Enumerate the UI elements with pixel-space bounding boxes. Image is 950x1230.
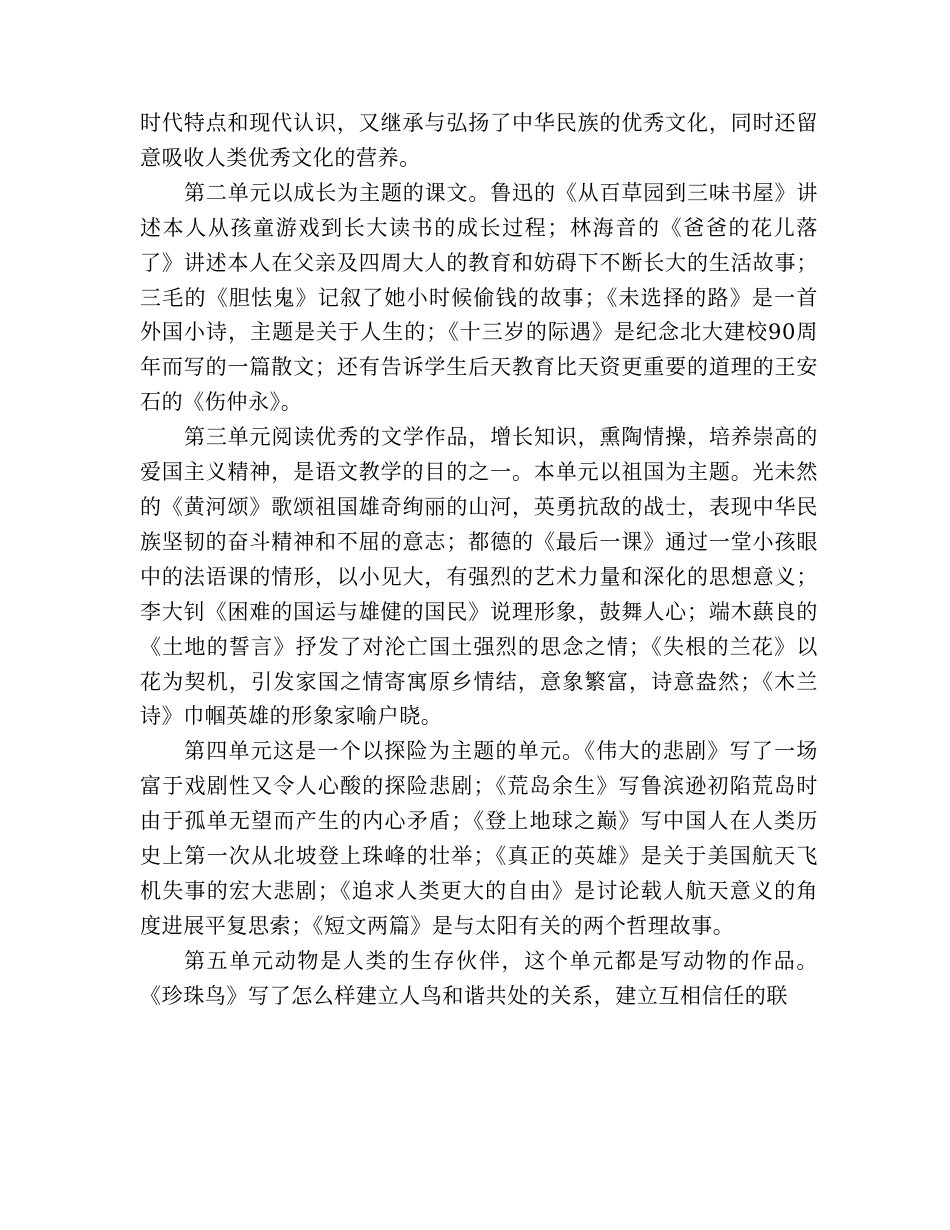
paragraph-intro-continuation: 时代特点和现代认识，又继承与弘扬了中华民族的优秀文化，同时还留意吸收人类优秀文化的营养。: [140, 111, 818, 170]
paragraph-unit-five: 第五单元动物是人类的生存伙伴，这个单元都是写动物的作品。《珍珠鸟》写了怎么样建立人鸟和谐共处的关系，建立互相信任的联: [140, 948, 818, 1008]
paragraph-unit-three: 第三单元阅读优秀的文学作品，增长知识，熏陶情操，培养崇高的爱国主义精神，是语文教学的目的之一。本单元以祖国为主题。光未然的《黄河颂》歌颂祖国雄奇绚丽的山河，英勇抗敌的战士，表现中华民族坚韧的奋斗精神和不屈的意志；都德的《最后一课》通过一堂小孩眼中的法语课的情形，以小见大，有强烈的艺术力量和深化的思想意义；李大钊《困难的国运与雄健的国民》说理形象，鼓舞人心；端木蕻良的《土地的誓言》抒发了对沦亡国土强烈的思念之情；《失根的兰花》以花为契机，引发家国之情寄寓原乡情结，意象繁富，诗意盎然；《木兰诗》巾帼英雄的形象家喻户晓。: [140, 425, 818, 729]
document-body: [140, 106, 818, 1014]
paragraph-unit-four: 第四单元这是一个以探险为主题的单元。《伟大的悲剧》写了一场富于戏剧性又令人心酸的探险悲剧；《荒岛余生》写鲁滨逊初陷荒岛时由于孤单无望而产生的内心矛盾；《登上地球之巅》写中国人在人类历史上第一次从北坡登上珠峰的壮举；《真正的英雄》是关于美国航天飞机失事的宏大悲剧；《追求人类更大的自由》是讨论载人航天意义的角度进展平复思索；《短文两篇》是与太阳有关的两个哲理故事。: [140, 739, 818, 938]
paragraph-unit-two: 第二单元以成长为主题的课文。鲁迅的《从百草园到三味书屋》讲述本人从孩童游戏到长大读书的成长过程；林海音的《爸爸的花儿落了》讲述本人在父亲及四周大人的教育和妨碍下不断长大的生活故事；三毛的《胆怯鬼》记叙了她小时候偷钱的故事；《未选择的路》是一首外国小诗，主题是关于人生的；《十三岁的际遇》是纪念北大建校90周年而写的一篇散文；还有告诉学生后天教育比天资更重要的道理的王安石的《伤仲永》。: [140, 180, 818, 415]
